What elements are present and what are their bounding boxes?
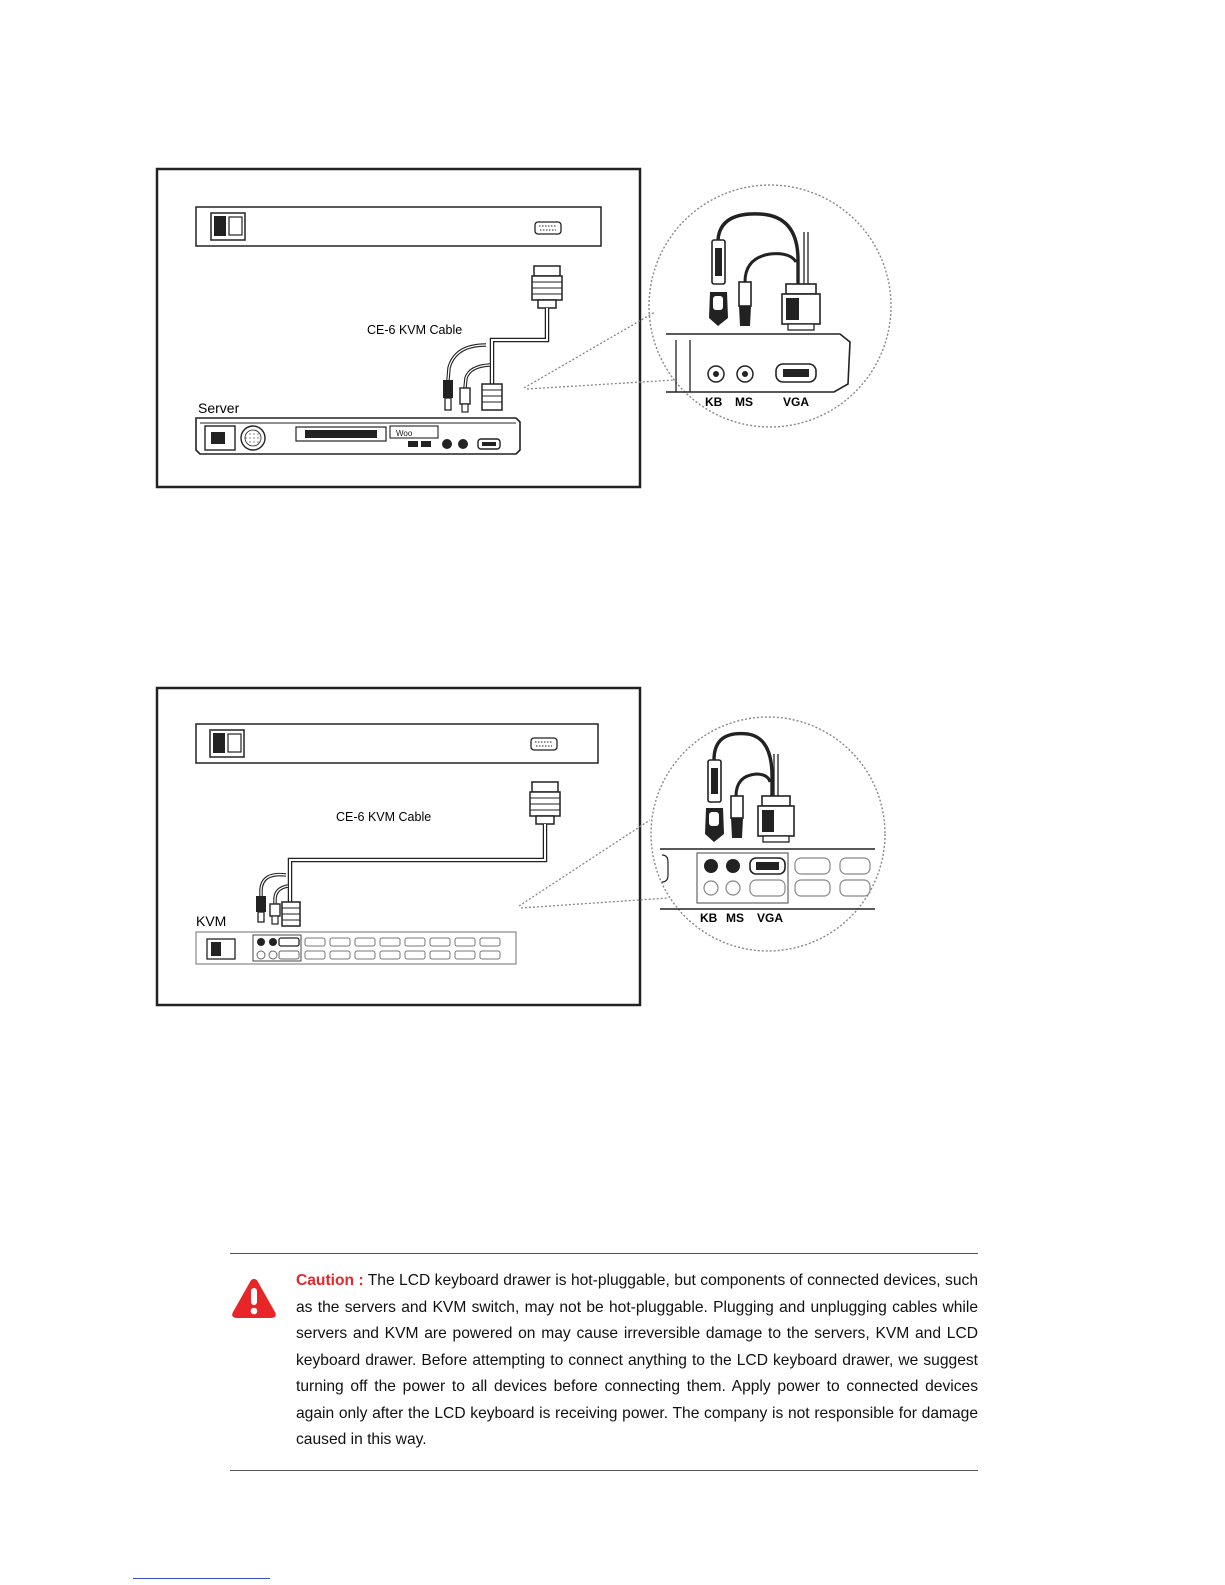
caution-text (296, 1268, 978, 1454)
vga-connector-icon (530, 782, 560, 824)
ps2-keyboard-connector-icon (443, 380, 453, 410)
ps2-mouse-connector-icon (460, 388, 470, 412)
vga-plug-icon (482, 384, 502, 410)
figure-server-connection (157, 169, 891, 487)
footer-rule (133, 1578, 270, 1579)
kb-label: KB (700, 911, 718, 925)
lcd-drawer-rear-panel (196, 724, 598, 763)
kvm-cable (492, 308, 547, 384)
caution-notice (230, 1253, 978, 1471)
zoom-callout (651, 717, 885, 951)
kb-label: KB (705, 395, 723, 409)
vga-port-icon (531, 738, 557, 750)
zoom-callout (649, 185, 891, 427)
cable-label: CE-6 KVM Cable (367, 323, 463, 337)
ps2-mouse-connector-icon (270, 904, 280, 924)
ms-label: MS (735, 395, 753, 409)
vga-label: VGA (783, 395, 810, 409)
vga-plug-icon (282, 902, 300, 926)
device-label: Server (198, 400, 240, 416)
kb-port-icon (704, 859, 718, 873)
device-label: KVM (196, 913, 227, 929)
cable-label: CE-6 KVM Cable (336, 810, 432, 824)
ms-port-icon (726, 859, 740, 873)
warning-triangle-icon (230, 1276, 278, 1320)
kvm-rear-panel (196, 932, 516, 964)
vga-connector-icon (532, 266, 562, 308)
ms-label: MS (726, 911, 744, 925)
server-rear-panel (196, 418, 520, 454)
lcd-drawer-rear-panel (196, 207, 601, 246)
vga-label: VGA (757, 911, 784, 925)
vga-port-icon (535, 222, 561, 234)
svg-text:Woo: Woo (396, 429, 413, 438)
kvm-cable (290, 824, 545, 902)
figure-kvm-connection (157, 688, 885, 1005)
caution-label: Caution : (296, 1272, 364, 1289)
ps2-keyboard-connector-icon (256, 896, 266, 922)
caution-body: The LCD keyboard drawer is hot-pluggable, but components of connected devices, such as the servers and KVM switch, may not be hot-pluggable. Plugging and unplugging cables while servers and KVM are powered on may cause irreversible damage to the servers, KVM and LCD keyboard drawer. Before attempting to connect anything to the LCD keyboard drawer, we suggest turning off the power to all devices before connecting them. Apply power to connected devices again only after the LCD keyboard is receiving power. The company is not responsible for damage caused in this way. (296, 1272, 978, 1448)
figure-frame (157, 688, 640, 1005)
